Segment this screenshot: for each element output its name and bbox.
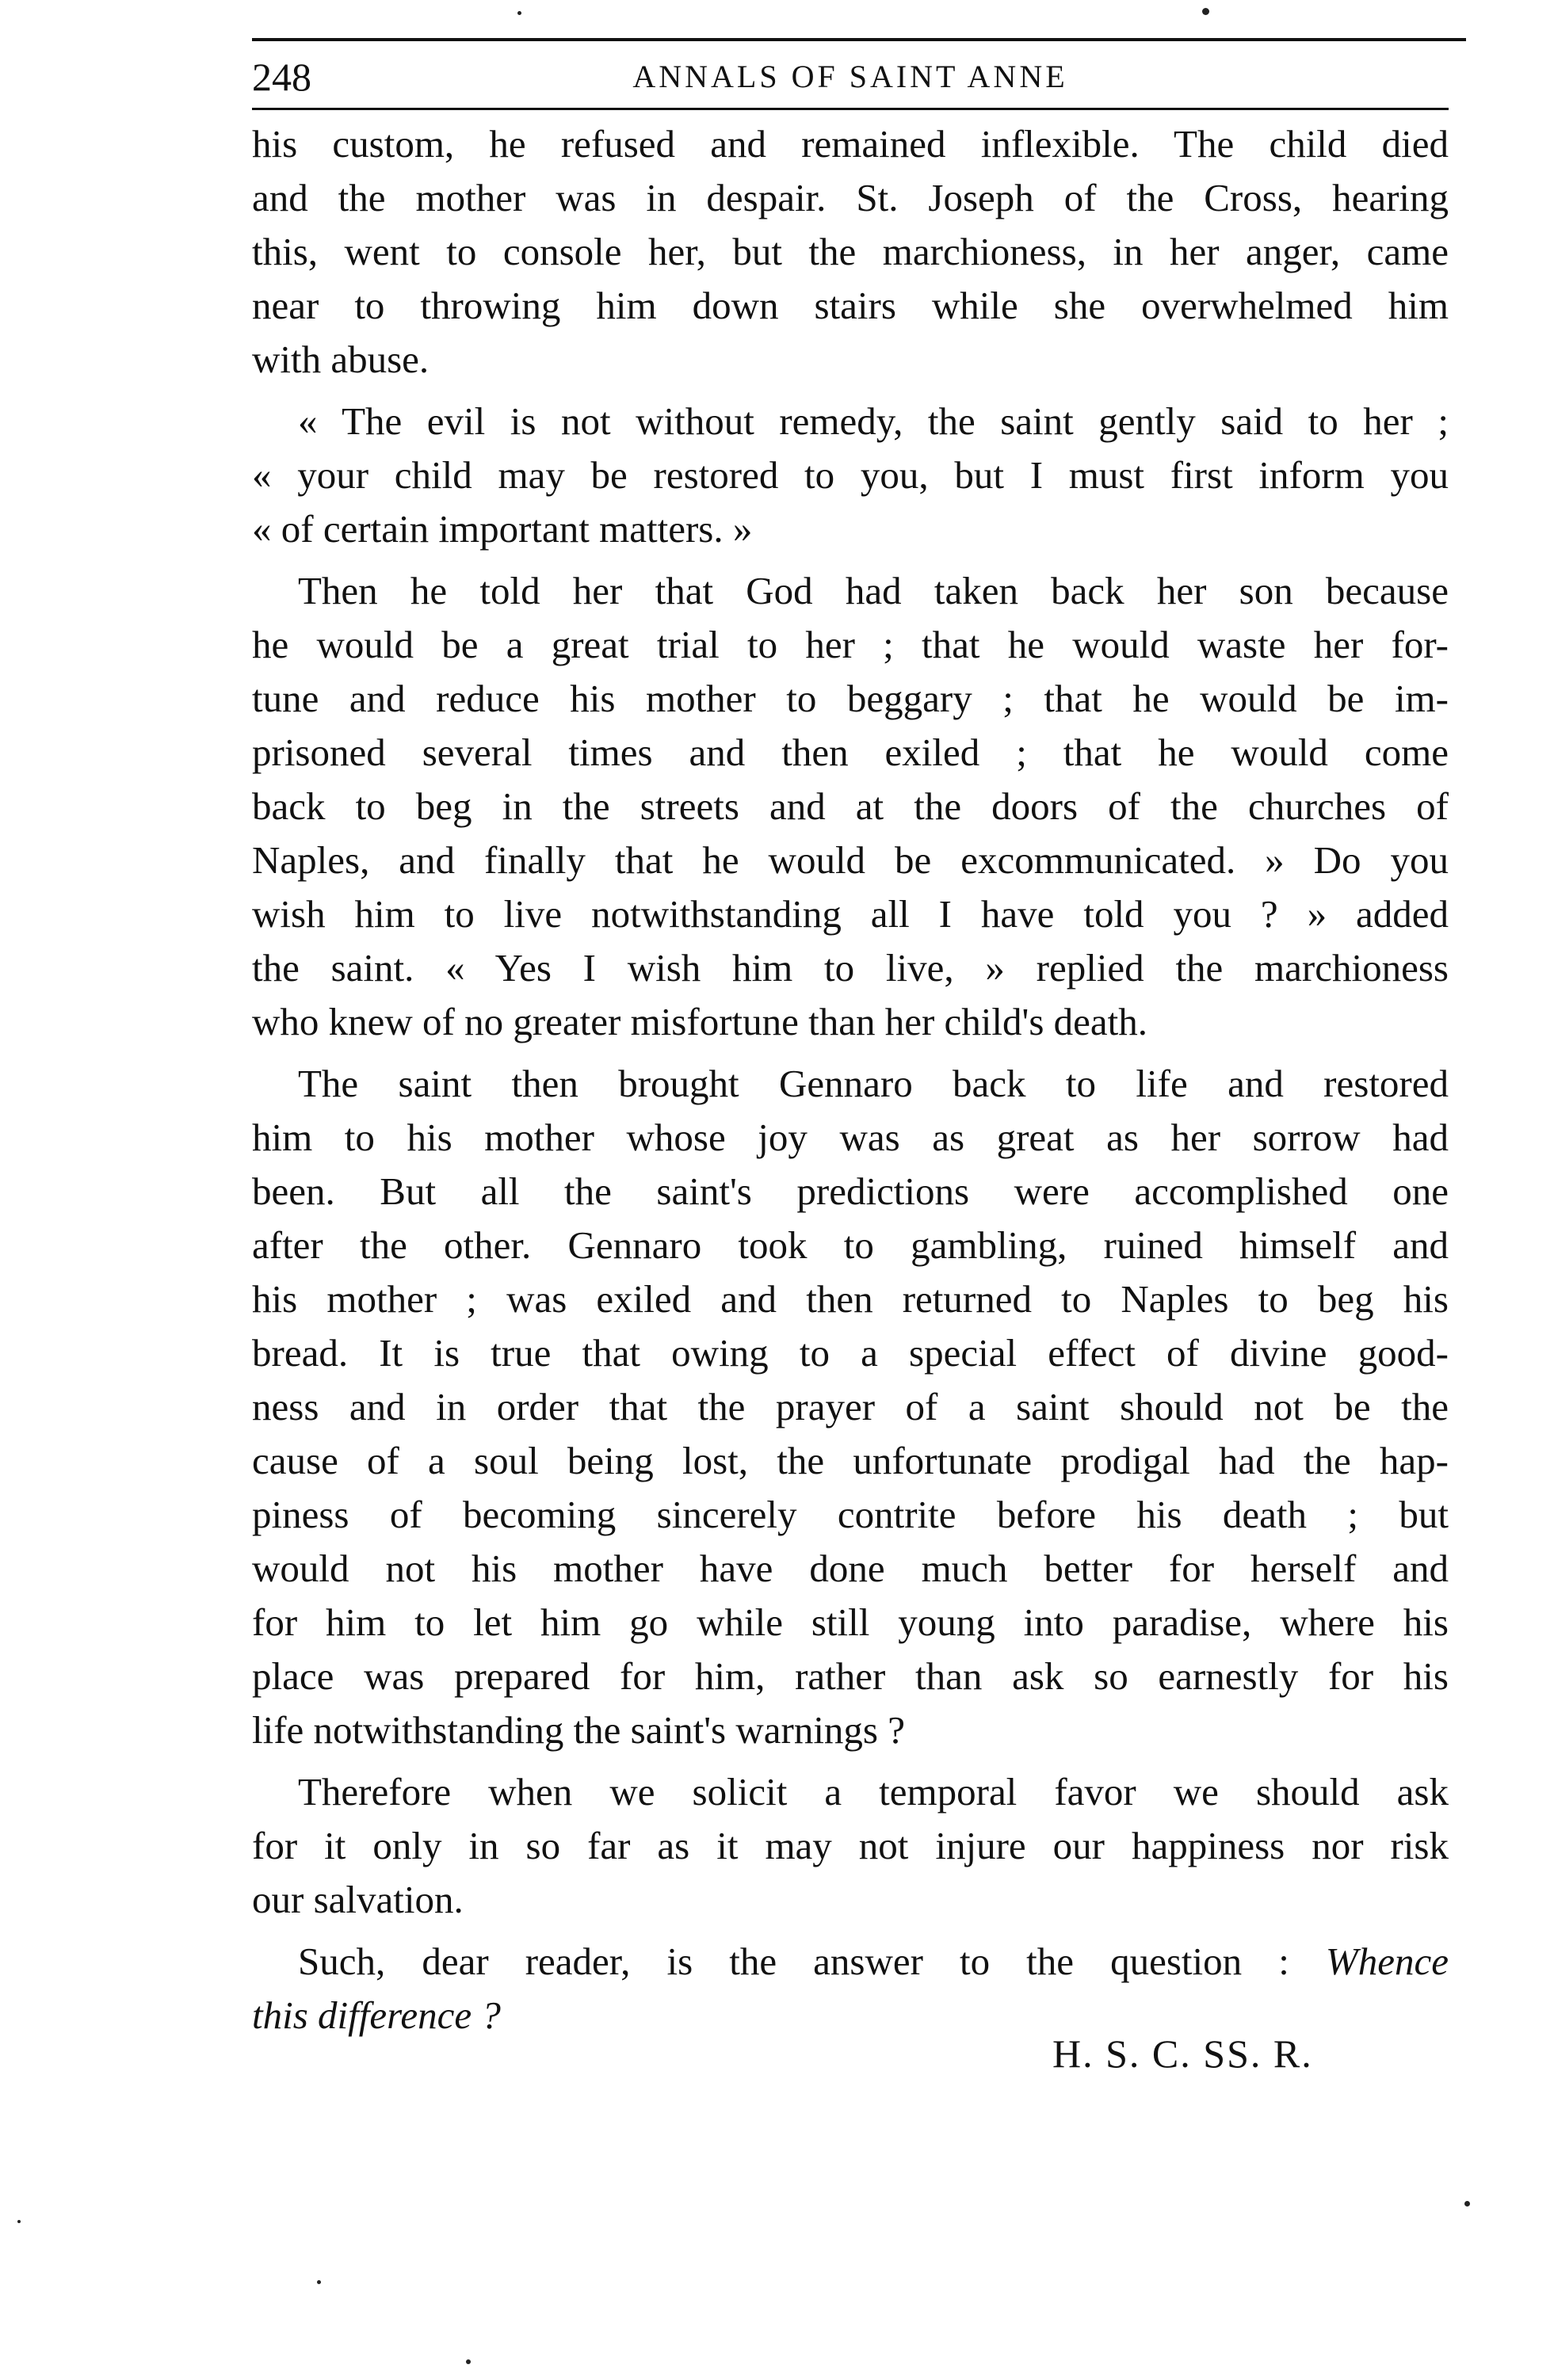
text-line: « The evil is not without remedy, the saint gently said to her ;	[298, 399, 1449, 443]
text-line: wish him to live notwithstanding all I have told you ? » added	[252, 892, 1449, 936]
header-rule	[252, 108, 1449, 110]
signature: H. S. C. SS. R.	[1052, 2031, 1313, 2076]
text-line: near to throwing him down stairs while she overwhelmed him	[252, 284, 1449, 327]
closing-italic-1: Whence	[1325, 1939, 1449, 1983]
top-border-rule	[252, 38, 1466, 41]
text-line: The saint then brought Gennaro back to life and restored	[298, 1062, 1449, 1105]
text-line: the saint. « Yes I wish him to live, » replied the marchioness	[252, 946, 1449, 990]
text-line: Therefore when we solicit a temporal favor we should ask	[298, 1770, 1449, 1814]
paragraphs-container	[252, 117, 1449, 1927]
scan-speck	[1464, 2201, 1470, 2206]
text-line: cause of a soul being lost, the unfortunate prodigal had the hap-	[252, 1439, 1449, 1482]
paragraph-gap	[252, 387, 1449, 395]
closing-line-1	[252, 1935, 1449, 1989]
scan-speck	[17, 2220, 21, 2223]
text-line: his mother ; was exiled and then returned to Naples to beg his	[252, 1277, 1449, 1321]
paragraph-gap	[252, 1049, 1449, 1057]
text-line: him to his mother whose joy was as great as her sorrow had	[252, 1116, 1449, 1159]
text-line: for him to let him go while still young into paradise, where his	[252, 1600, 1449, 1644]
text-line: « of certain important matters. »	[252, 507, 753, 551]
body-text	[252, 117, 1449, 2042]
paragraph	[252, 1057, 1449, 1757]
text-line: been. But all the saint's predictions were accomplished one	[252, 1169, 1449, 1213]
text-line: Then he told her that God had taken back her son because	[298, 569, 1449, 612]
page-number: 248	[252, 55, 311, 99]
text-line: piness of becoming sincerely contrite before his death ; but	[252, 1493, 1449, 1536]
text-line: our salvation.	[252, 1878, 464, 1921]
paragraph	[252, 1765, 1449, 1927]
text-line: Naples, and finally that he would be excommunicated. » Do you	[252, 838, 1449, 882]
text-line: his custom, he refused and remained inflexible. The child died	[252, 122, 1449, 166]
text-line: life notwithstanding the saint's warnings ?	[252, 1708, 906, 1752]
closing-italic-2: this difference ?	[252, 1993, 501, 2037]
paragraph-gap	[252, 1757, 1449, 1765]
scan-speck	[466, 2359, 471, 2364]
text-line: ness and in order that the prayer of a saint should not be the	[252, 1385, 1449, 1428]
text-line: bread. It is true that owing to a special effect of divine good-	[252, 1331, 1449, 1375]
closing-text: Such, dear reader, is the answer to the question :	[298, 1939, 1289, 1983]
running-title: ANNALS OF SAINT ANNE	[632, 59, 1068, 94]
paragraph	[252, 395, 1449, 556]
running-header	[252, 51, 1449, 103]
paragraph-gap	[252, 556, 1449, 564]
text-line: prisoned several times and then exiled ; that he would come	[252, 730, 1449, 774]
text-line: who knew of no greater misfortune than her child's death.	[252, 1000, 1148, 1043]
text-line: tune and reduce his mother to beggary ; that he would be im-	[252, 677, 1449, 720]
text-line: with abuse.	[252, 338, 430, 381]
text-line: for it only in so far as it may not injure our happiness nor risk	[252, 1824, 1449, 1867]
scan-speck	[317, 2280, 321, 2284]
paragraph	[252, 564, 1449, 1049]
text-line: this, went to console her, but the marchioness, in her anger, came	[252, 230, 1449, 273]
paragraph	[252, 117, 1449, 387]
text-line: after the other. Gennaro took to gambling, ruined himself and	[252, 1223, 1449, 1267]
scan-speck	[1202, 8, 1209, 15]
text-line: would not his mother have done much better for herself and	[252, 1547, 1449, 1590]
paragraph-gap	[252, 1927, 1449, 1935]
text-line: he would be a great trial to her ; that he would waste her for-	[252, 623, 1449, 666]
text-line: back to beg in the streets and at the doors of the churches of	[252, 784, 1449, 828]
text-line: place was prepared for him, rather than ask so earnestly for his	[252, 1654, 1449, 1698]
scan-speck	[517, 11, 521, 15]
text-line: « your child may be restored to you, but I must first inform you	[252, 453, 1449, 497]
text-line: and the mother was in despair. St. Joseph of the Cross, hearing	[252, 176, 1449, 219]
